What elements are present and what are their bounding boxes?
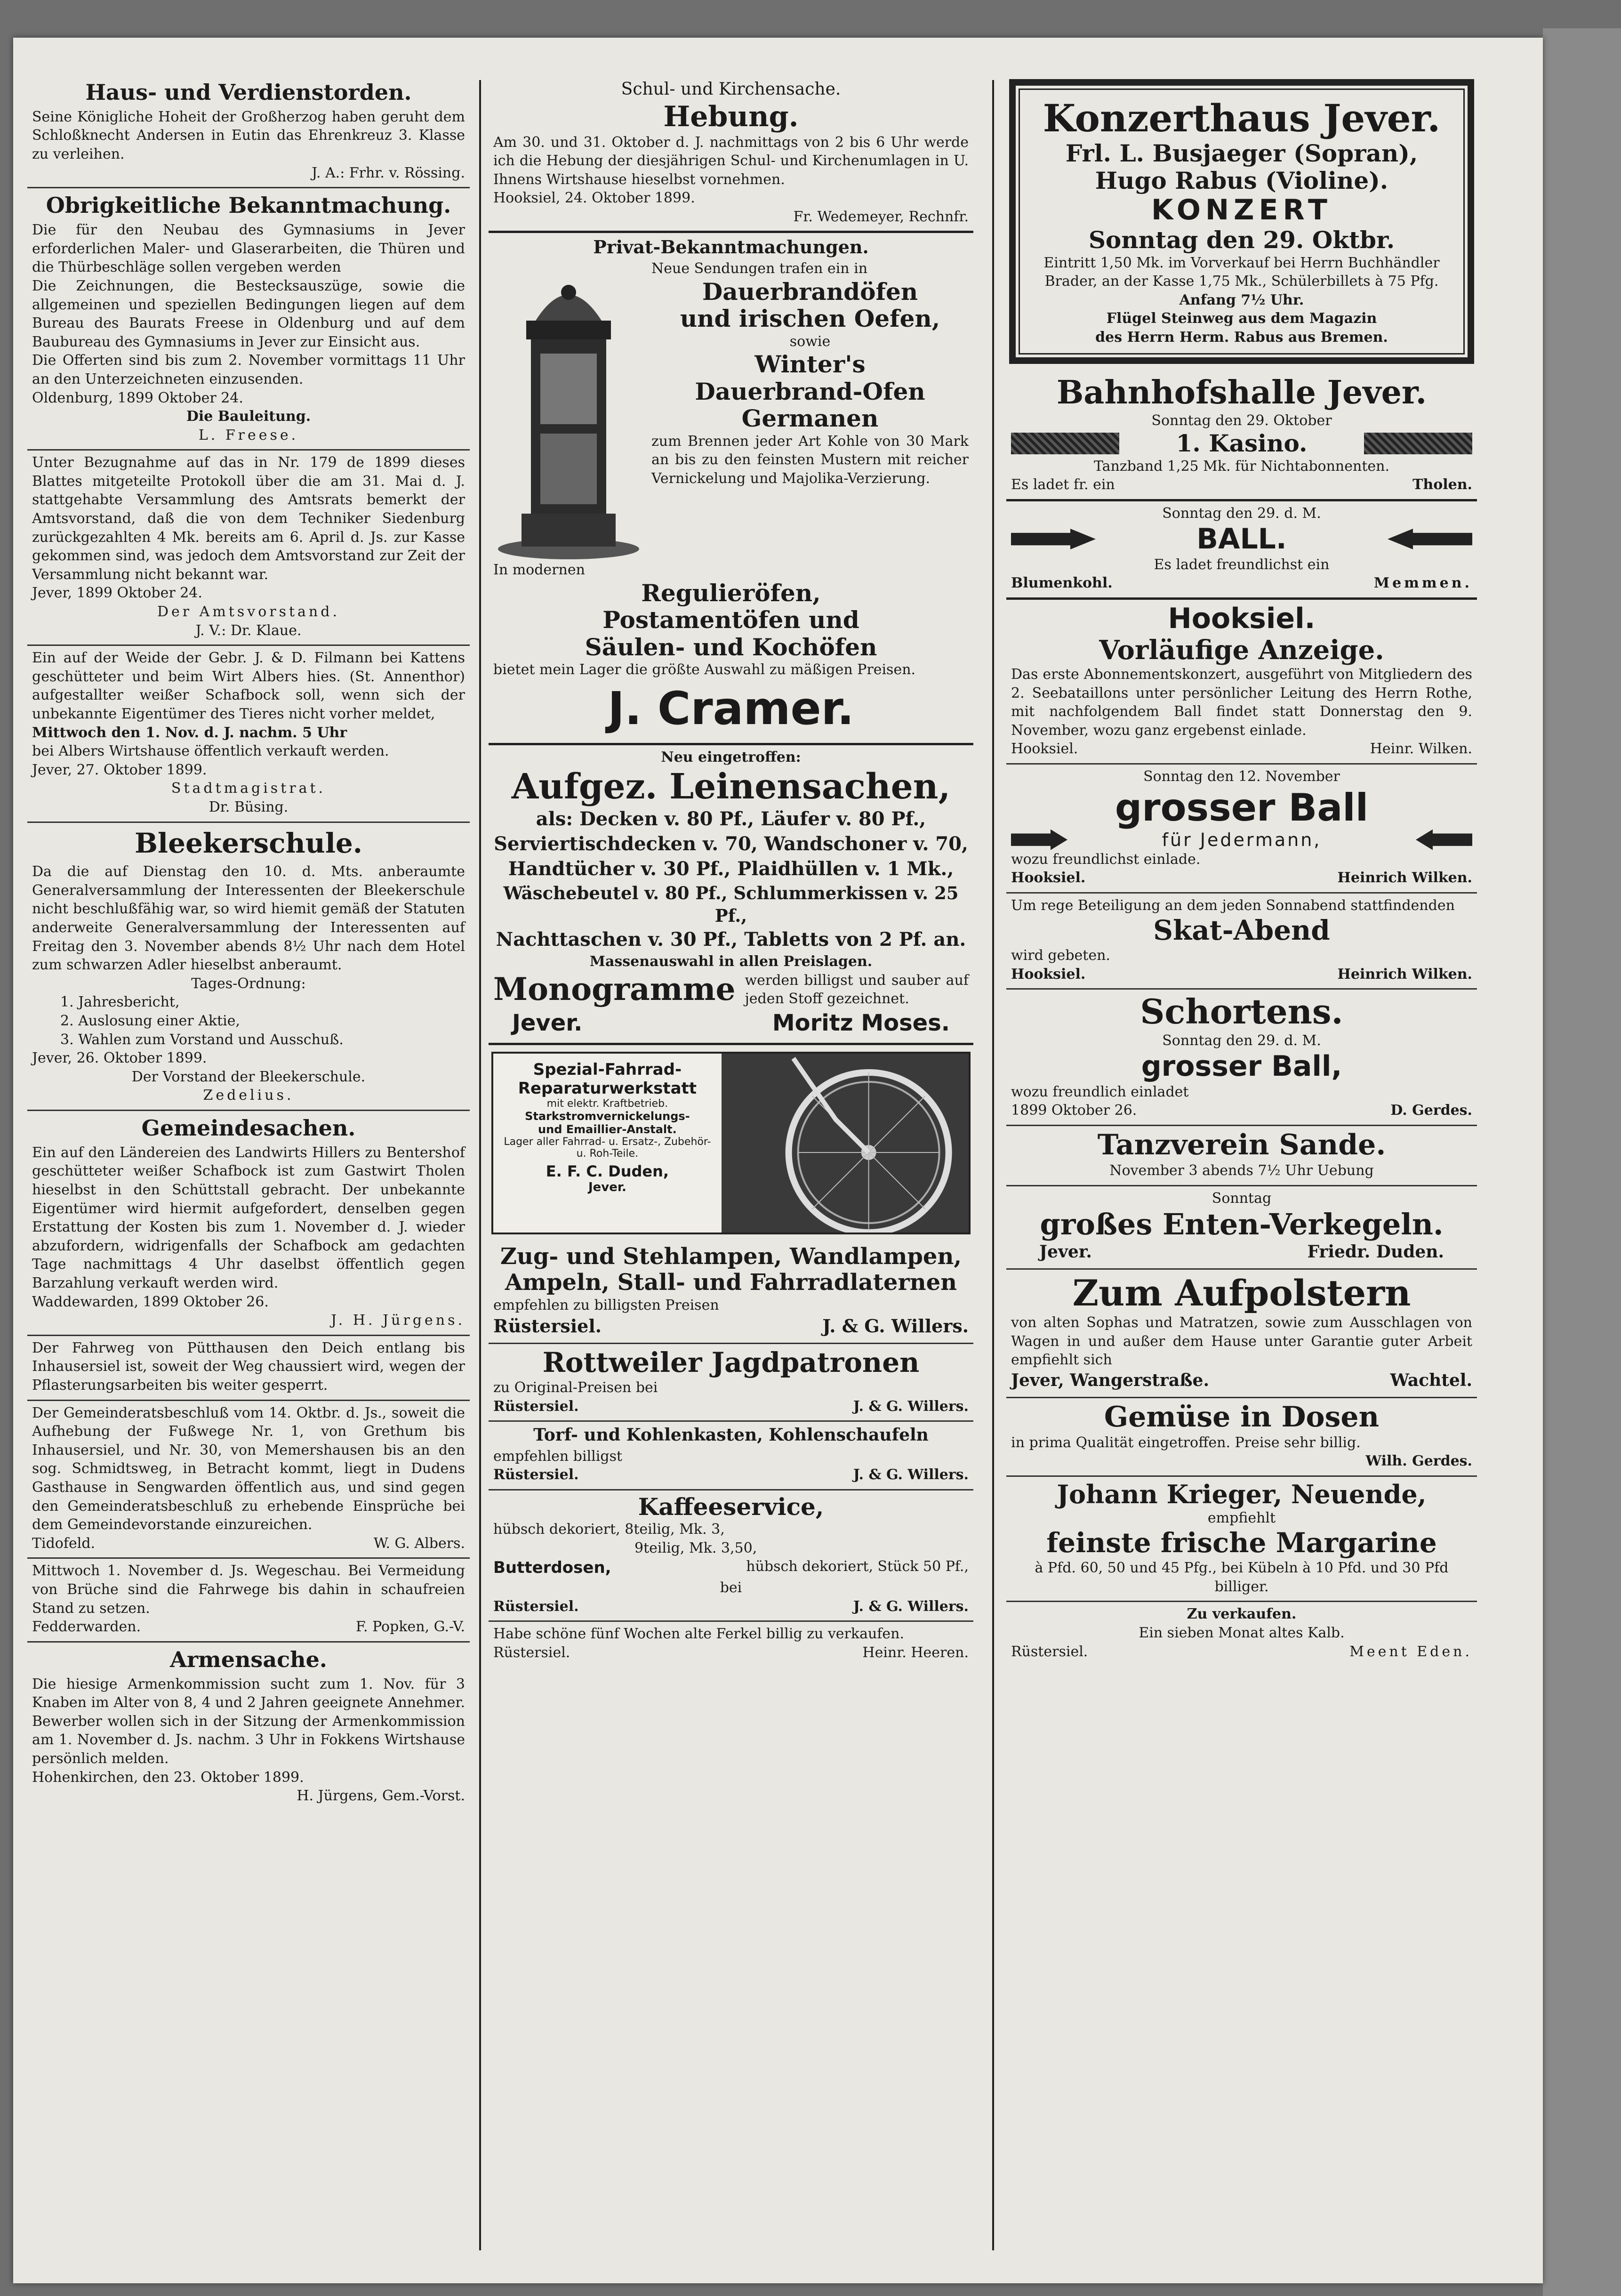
ad-willers-jagdpatronen xyxy=(489,1344,973,1422)
heading: Privat-Bekanntmachungen. xyxy=(593,236,869,258)
heading: Bahnhofshalle Jever. xyxy=(1056,374,1427,412)
event: großes Enten-Verkegeln. xyxy=(1040,1207,1444,1242)
body: Am 30. und 31. Oktober d. J. nachmittags von 2 bis 6 Uhr werde ich die Hebung der diesjährigen Schul- und Kirchenumlagen in U. Ihnens Wirtshause hieselbst vornehmen. xyxy=(493,134,969,188)
kicker: Schul- und Kirchensache. xyxy=(621,80,841,99)
place: Hooksiel. xyxy=(1011,966,1086,983)
pointing-hand-icon xyxy=(1011,830,1067,850)
auction-date: Mittwoch den 1. Nov. d. J. nachm. 5 Uhr xyxy=(32,724,347,741)
body: Tanzband 1,25 Mk. für Nichtabonnenten. xyxy=(1093,458,1389,475)
tagline: Massenauswahl in allen Preislagen. xyxy=(589,953,873,970)
price-line: Nachttaschen v. 30 Pf., Tabletts von 2 Pf. an. xyxy=(496,928,966,951)
signature: J. A.: Frhr. v. Rössing. xyxy=(312,164,465,181)
body: in prima Qualität eingetroffen. Preise sehr billig. xyxy=(1011,1434,1361,1451)
heading: Johann Krieger, Neuende, xyxy=(1057,1479,1427,1509)
body: Eintritt 1,50 Mk. im Vorverkauf bei Herrn Buchhändler Brader, an der Kasse 1,75 Mk., Schülerbillets à 75 Pfg. xyxy=(1043,254,1440,290)
column-rule xyxy=(479,80,481,2250)
ad-willers-lampen xyxy=(489,1241,973,1344)
body: Unter Bezugnahme auf das in Nr. 179 de 1899 dieses Blattes mitgeteilte Protokoll über die am 31. Mai d. J. stattgehabte Versammlung des Amtsrats bemerkt der Amtsvorstand, daß die von dem Techniker Siedenburg zurückgezahlten 4 Mk. bereits am 6. April d. Js. zur Kasse gekommen sind, was jedoch dem Amtsvorstand zur Zeit der Versammlung nicht bekannt war. xyxy=(32,454,465,583)
ad-tanzverein-sande xyxy=(1006,1126,1477,1186)
date: Jever, 1899 Oktober 24. xyxy=(32,585,202,602)
firm-name: Moritz Moses. xyxy=(772,1009,950,1036)
notice-gemeinderatsbeschluss xyxy=(27,1401,470,1559)
body: Seine Königliche Hoheit der Großherzog haben geruht dem Schloßknecht Andersen in Eutin das Ehrenkreuz 3. Klasse zu verleihen. xyxy=(32,108,465,163)
body: Ein sieben Monat altes Kalb. xyxy=(1139,1624,1345,1641)
place: Rüstersiel. xyxy=(1011,1643,1088,1660)
text: Starkstromvernickelungs- xyxy=(525,1110,690,1123)
body: wird gebeten. xyxy=(1011,947,1110,964)
notice-orden xyxy=(27,75,470,188)
ad-hooksiel xyxy=(1006,600,1477,765)
date: Sonntag den 29. Oktbr. xyxy=(1088,226,1395,254)
date: Sonntag den 29. d. M. xyxy=(1162,505,1321,522)
signature: D. Gerdes. xyxy=(1390,1102,1472,1119)
product: Butterdosen, xyxy=(493,1558,611,1578)
body: 9teilig, Mk. 3,50, xyxy=(634,1539,757,1556)
ad-bahnhofshalle xyxy=(1006,371,1477,501)
price-line: Wäschebeutel v. 80 Pf., Schlummerkissen v. 25 Pf., xyxy=(503,882,959,926)
signature: Der Vorstand der Bleekerschule. xyxy=(131,1068,366,1085)
ad-grosser-ball xyxy=(1006,765,1477,894)
body: hübsch dekoriert, Stück 50 Pf., xyxy=(746,1558,969,1575)
monogramme: Monogramme xyxy=(493,971,736,1008)
place: Hooksiel. xyxy=(1011,870,1086,886)
konzert-label: KONZERT xyxy=(1151,193,1332,226)
ad-moses xyxy=(489,745,973,1045)
ad-konzerthaus xyxy=(1009,79,1474,364)
date: Jever, 27. Oktober 1899. xyxy=(32,761,207,778)
date: Sonntag den 29. d. M. xyxy=(1162,1032,1321,1049)
body: empfiehlt xyxy=(1207,1509,1276,1526)
firm-name: J. & G. Willers. xyxy=(853,1466,969,1483)
pointing-hand-icon xyxy=(1388,529,1472,549)
body: Der Gemeinderatsbeschluß vom 14. Oktbr. d. Js., soweit die Aufhebung der Fußwege Nr. 1, von Grethum bis Inhausersiel, und Nr. 30, von Memershausen bis an den sog. Schmidtsweg, in Betracht kommt, liegt in Dudens Gasthause in Sengwarden öffentlich aus, und sind gegen den Gemeinderatsbeschluß zu erhebende Einsprüche bei dem Gemeindevorstande einzureichen. xyxy=(32,1404,465,1533)
signature: Tholen. xyxy=(1412,476,1472,493)
heading: Armensache. xyxy=(170,1646,327,1672)
body: à Pfd. 60, 50 und 45 Pfg., bei Kübeln à 10 Pfd. und 30 Pfd billiger. xyxy=(1035,1560,1449,1595)
body: bietet mein Lager die größte Auswahl zu mäßigen Preisen. xyxy=(493,661,916,678)
signature: Zedelius. xyxy=(203,1087,294,1104)
pointing-hand-icon xyxy=(1011,529,1096,549)
body: von alten Sophas und Matratzen, sowie zum Ausschlagen von Wagen in und außer dem Hause unter Garantie guter Arbeit empfiehlt sich xyxy=(1011,1314,1472,1369)
product: Säulen- und Kochöfen xyxy=(585,633,877,661)
body: Habe schöne fünf Wochen alte Ferkel billig zu verkaufen. xyxy=(493,1626,905,1643)
product: feinste frische Margarine xyxy=(1046,1527,1437,1559)
stove-illustration xyxy=(493,259,644,561)
heading: Hebung. xyxy=(663,100,799,133)
product: und irischen Oefen, xyxy=(680,305,940,333)
audience: für Jedermann, xyxy=(1162,829,1322,850)
firm-name: E. F. C. Duden, xyxy=(546,1162,669,1181)
date: Waddewarden, 1899 Oktober 26. xyxy=(32,1293,269,1310)
column-right xyxy=(1006,75,1477,2255)
heading: Haus- und Verdienstorden. xyxy=(85,80,412,105)
notice-amtsvorstand xyxy=(27,451,470,646)
heading: Zu verkaufen. xyxy=(1187,1606,1297,1623)
signature: F. Popken, G.-V. xyxy=(355,1619,465,1635)
place: Tidofeld. xyxy=(32,1535,96,1552)
signature: Heinr. Wilken. xyxy=(1370,741,1472,757)
start-time: Anfang 7½ Uhr. xyxy=(1179,291,1304,308)
event: Skat-Abend xyxy=(1153,914,1330,947)
body: empfehlen zu billigsten Preisen xyxy=(493,1297,719,1313)
product: Dauerbrandöfen xyxy=(702,277,918,306)
notice-bleekerschule xyxy=(27,823,470,1111)
signature: Wachtel. xyxy=(1390,1370,1472,1391)
body: Die für den Neubau des Gymnasiums in Jever erforderlichen Maler- und Glaserarbeiten, die Thüren und die Thürbeschläge sollen vergeben werden xyxy=(32,222,465,276)
ad-aufpolstern xyxy=(1006,1270,1477,1398)
connector: sowie xyxy=(789,333,831,350)
notice-fahrweg xyxy=(27,1336,470,1401)
ad-duden xyxy=(491,1052,971,1234)
event: BALL. xyxy=(1196,522,1287,556)
product: Postamentöfen und xyxy=(602,606,859,634)
body: Da die auf Dienstag den 10. d. Mts. anberaumte Generalversammlung der Interessenten der Bleekerschule nicht beschlußfähig war, so wird hiemit gemäß der Statuten anderweite Generalversammlung der Interessenten auf Freitag den 3. November abends 8½ Uhr nach dem Hotel zum schwarzen Adler hieselbst anberaumt. xyxy=(32,863,465,974)
kicker: Neu eingetroffen: xyxy=(661,749,801,766)
note: Flügel Steinweg aus dem Magazin xyxy=(1106,310,1377,327)
place: Blumenkohl. xyxy=(1011,575,1113,592)
ad-cramer xyxy=(489,233,973,745)
product: Regulieröfen, xyxy=(641,579,821,607)
text: und Emaillier-Anstalt. xyxy=(538,1123,677,1136)
signature: Heinrich Wilken. xyxy=(1337,870,1472,886)
body: bei Albers Wirtshause öffentlich verkauft werden. xyxy=(32,743,389,760)
connector: In modernen xyxy=(493,562,585,579)
text: Lager aller Fahrrad- u. Ersatz-, Zubehör- u. Roh-Teile. xyxy=(504,1136,711,1160)
body: hübsch dekoriert, 8teilig, Mk. 3, xyxy=(493,1521,725,1538)
note: des Herrn Herm. Rabus aus Bremen. xyxy=(1095,329,1388,346)
heading: Gemeindesachen. xyxy=(141,1115,356,1141)
date: Hooksiel, 24. Oktober 1899. xyxy=(493,190,695,207)
heading: Hooksiel. xyxy=(1168,602,1316,635)
notice-hebung xyxy=(489,75,973,233)
agenda-item: 3. Wahlen zum Vorstand und Ausschuß. xyxy=(60,1031,344,1048)
column-middle xyxy=(489,75,973,2255)
body: werden billigst und sauber auf jeden Stoff gezeichnet. xyxy=(745,972,969,1007)
body: Mittwoch 1. November d. Js. Wegeschau. Bei Vermeidung von Brüche sind die Fahrwege bis dahin in schaufreien Stand zu setzen. xyxy=(32,1563,465,1617)
heading: Bleekerschule. xyxy=(135,827,362,859)
body: Die hiesige Armenkommission sucht zum 1. Nov. für 3 Knaben im Alter von 8, 4 und 2 Jahren geeignete Annehmer. Bewerber wollen sich in der Sitzung der Armenkommission am 1. November d. Js. nachm. 3 Uhr in Fokkens Wirtshause persönlich melden. xyxy=(32,1676,465,1767)
signature: J. V.: Dr. Klaue. xyxy=(195,622,302,639)
date: Jever, 26. Oktober 1899. xyxy=(32,1050,207,1067)
headline: Zug- und Stehlampen, Wandlampen, xyxy=(500,1243,962,1270)
date: Sonntag den 29. Oktober xyxy=(1151,412,1332,429)
body: Das erste Abonnementskonzert, ausgeführt von Mitgliedern des 2. Seebataillons unter persönlicher Leitung des Herrn Rothe, mit nachfolgendem Ball findet statt Donnerstag den 9. November, wozu ganz ergebenst einlade. xyxy=(1011,666,1472,739)
column-rule xyxy=(992,80,994,2250)
ad-schortens xyxy=(1006,990,1477,1126)
place: Rüstersiel. xyxy=(493,1598,579,1615)
signature: Fr. Wedemeyer, Rechnfr. xyxy=(793,208,969,225)
headline: Torf- und Kohlenkasten, Kohlenschaufeln xyxy=(533,1425,929,1445)
agenda-item: 2. Auslosung einer Aktie, xyxy=(60,1013,241,1029)
body: November 3 abends 7½ Uhr Uebung xyxy=(1109,1162,1374,1179)
body: empfehlen billigst xyxy=(493,1448,623,1465)
place: Jever. xyxy=(588,1180,626,1195)
headline: Aufgez. Leinensachen, xyxy=(511,766,951,807)
signature: Memmen. xyxy=(1373,575,1472,592)
signature: H. Jürgens, Gem.-Vorst. xyxy=(297,1788,465,1805)
signature: Friedr. Duden. xyxy=(1307,1242,1444,1262)
ad-krieger xyxy=(1006,1477,1477,1603)
performer: Frl. L. Busjaeger (Sopran), xyxy=(1065,139,1418,167)
place: Rüstersiel. xyxy=(493,1644,570,1661)
notice-wegeschau xyxy=(27,1559,470,1642)
scan-border xyxy=(1543,28,1621,2296)
subheading: Vorläufige Anzeige. xyxy=(1099,634,1384,666)
date: 1899 Oktober 26. xyxy=(1011,1102,1137,1119)
event: grosser Ball, xyxy=(1141,1049,1342,1083)
signature: Heinr. Heeren. xyxy=(862,1644,969,1661)
signature: Wilh. Gerdes. xyxy=(1365,1453,1472,1470)
date: Sonntag den 12. November xyxy=(1143,768,1340,785)
event: grosser Ball xyxy=(1115,785,1369,830)
headline: Ampeln, Stall- und Fahrradlaternen xyxy=(505,1269,957,1296)
product: Dauerbrand-Ofen xyxy=(695,377,925,405)
signature: Dr. Büsing. xyxy=(209,798,289,815)
signature: W. G. Albers. xyxy=(373,1535,465,1552)
signature: Heinrich Wilken. xyxy=(1337,966,1472,983)
text: mit elektr. Kraftbetrieb. xyxy=(546,1098,668,1110)
heading: Obrigkeitliche Bekanntmachung. xyxy=(46,193,451,218)
product: Germanen xyxy=(741,404,879,433)
ad-gemuese xyxy=(1006,1398,1477,1477)
price-line: Serviertischdecken v. 70, Wandschoner v. 70, xyxy=(494,832,968,855)
invite: Es ladet freundlichst ein xyxy=(1154,556,1330,573)
date: Hohenkirchen, den 23. Oktober 1899. xyxy=(32,1769,304,1786)
column-left xyxy=(27,75,470,2255)
signature: J. H. Jürgens. xyxy=(331,1312,465,1329)
heading: Zum Aufpolstern xyxy=(1072,1272,1411,1314)
connector: bei xyxy=(720,1579,742,1596)
product: Winter's xyxy=(754,350,866,379)
firm-name: J. & G. Willers. xyxy=(853,1598,969,1615)
headline: Rottweiler Jagdpatronen xyxy=(542,1346,920,1379)
body: Die Zeichnungen, die Bestecksauszüge, sowie die allgemeinen und speziellen Bedingungen liegen auf dem Bureau des Baurats Freese in Oldenburg und auf dem Baubureau des Gymnasiums in Jever zur Einsicht aus. xyxy=(32,277,465,350)
ad-kalb xyxy=(1006,1602,1477,1666)
notice-gemeindesachen xyxy=(27,1111,470,1336)
heading: Reparaturwerkstatt xyxy=(518,1079,697,1098)
pointing-hand-icon xyxy=(1416,830,1472,850)
ad-ball-blumenkohl xyxy=(1006,501,1477,600)
price-line: Handtücher v. 30 Pf., Plaidhüllen v. 1 Mk., xyxy=(508,857,954,880)
signature: Die Bauleitung. xyxy=(186,408,311,425)
ad-enten-verkegeln xyxy=(1006,1186,1477,1270)
agenda-title: Tages-Ordnung: xyxy=(191,975,306,992)
body: Ein auf den Ländereien des Landwirts Hillers zu Bentershof geschütteter weißer Schafbock ist zum Gastwirt Tholen hieselbst in den Schüttstall gebracht. Der unbekannte Eigentümer wird hiermit aufgefordert, denselben gegen Erstattung der Kosten bis zum 1. November d. J. wieder abzufordern, widrigenfalls der Schafbock am gedachten Tage nachmittags 4 Uhr daselbst öffentlich gegen Barzahlung verkauft werden wird. xyxy=(32,1144,465,1292)
firm-name: J. & G. Willers. xyxy=(822,1315,969,1337)
signature: L. Freese. xyxy=(198,427,299,443)
notice-schafbock xyxy=(27,646,470,822)
place: Rüstersiel. xyxy=(493,1398,579,1415)
ad-ferkel xyxy=(489,1622,973,1667)
ad-skat-abend xyxy=(1006,894,1477,990)
signature: Stadtmagistrat. xyxy=(171,780,326,797)
body: wozu freundlichst einlade. xyxy=(1011,851,1201,868)
body: Der Fahrweg von Pütthausen den Deich entlang bis Inhausersiel ist, soweit der Weg chaussiert wird, wegen der Pflasterungsarbeiten bis weiter gesperrt. xyxy=(32,1339,465,1394)
ad-willers-kaffee xyxy=(489,1490,973,1622)
ornament xyxy=(1011,433,1119,454)
notice-obrigkeit xyxy=(27,188,470,451)
place: Rüstersiel. xyxy=(493,1315,602,1337)
intro: Neue Sendungen trafen ein in xyxy=(651,260,868,277)
body: Ein auf der Weide der Gebr. J. & D. Filmann bei Kattens geschütteter und beim Wirt Albers hies. (St. Annenthor) aufgestallter weißer Schafbock soll, wenn sich der unbekannte Eigentümer des Tieres nicht vorher meldet, xyxy=(32,650,465,722)
signature: Der Amtsvorstand. xyxy=(157,604,340,620)
signature: Meent Eden. xyxy=(1349,1643,1472,1660)
agenda-item: 1. Jahresbericht, xyxy=(60,994,180,1011)
heading: Tanzverein Sande. xyxy=(1097,1128,1386,1161)
newspaper-page xyxy=(13,38,1543,2283)
heading: Schortens. xyxy=(1140,991,1343,1032)
body: zum Brennen jeder Art Kohle von 30 Mark an bis zu den feinsten Mustern mit reicher Vernickelung und Majolika-Verzierung. xyxy=(651,433,969,487)
heading: Spezial-Fahrrad- xyxy=(533,1060,682,1080)
place: Jever. xyxy=(512,1009,583,1036)
place: Jever, Wangerstraße. xyxy=(1011,1370,1209,1391)
heading: Konzerthaus Jever. xyxy=(1043,96,1441,140)
body: Um rege Beteiligung an dem jeden Sonnabend stattfindenden xyxy=(1011,897,1455,914)
body: wozu freundlich einladet xyxy=(1011,1083,1189,1100)
performer: Hugo Rabus (Violine). xyxy=(1095,166,1388,194)
headline: Kaffeeservice, xyxy=(638,1492,824,1521)
place: Jever. xyxy=(1039,1242,1092,1262)
event: 1. Kasino. xyxy=(1176,429,1308,458)
body: Die Offerten sind bis zum 2. November vormittags 11 Uhr an den Unterzeichneten einzusenden. xyxy=(32,352,465,387)
bicycle-wheel-illustration xyxy=(722,1054,969,1233)
date: Sonntag xyxy=(1212,1190,1272,1207)
price-line: als: Decken v. 80 Pf., Läufer v. 80 Pf., xyxy=(536,808,926,830)
body: zu Original-Preisen bei xyxy=(493,1379,658,1396)
notice-armensache xyxy=(27,1643,470,1810)
firm-name: J. Cramer. xyxy=(608,682,854,735)
ornament xyxy=(1364,433,1472,454)
date: Oldenburg, 1899 Oktober 24. xyxy=(32,389,243,406)
ad-willers-kohlen xyxy=(489,1422,973,1490)
invite: Es ladet fr. ein xyxy=(1011,476,1115,493)
firm-name: J. & G. Willers. xyxy=(853,1398,969,1415)
place: Fedderwarden. xyxy=(32,1619,141,1635)
heading: Gemüse in Dosen xyxy=(1104,1400,1380,1434)
place: Hooksiel. xyxy=(1011,741,1078,757)
place: Rüstersiel. xyxy=(493,1466,579,1483)
